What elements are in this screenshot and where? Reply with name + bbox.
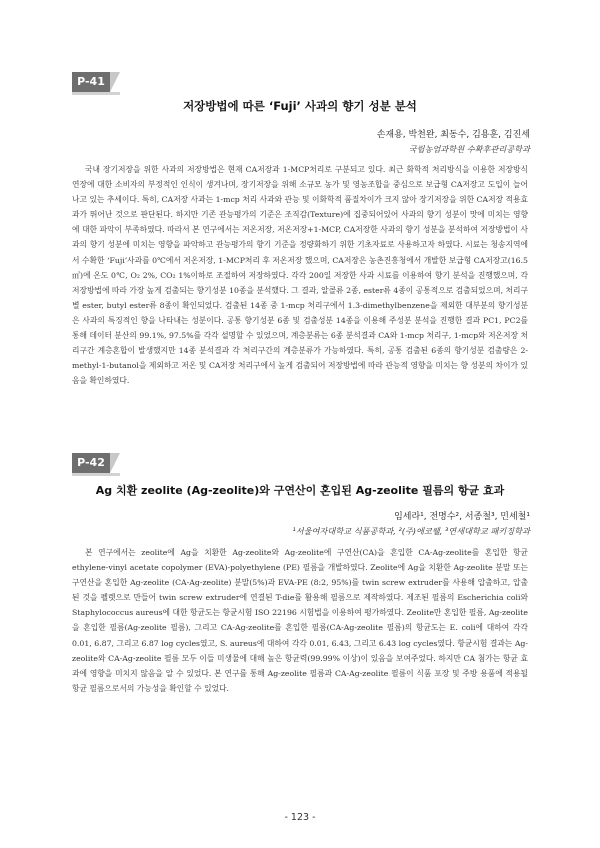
- badge-tail-decoration: [110, 72, 120, 92]
- badge-underline-decoration: [72, 473, 120, 476]
- abstract-affiliation: 국립농업과학원 수확후관리공학과: [408, 144, 530, 154]
- badge-underline-decoration: [72, 92, 120, 95]
- abstract-body: 국내 장기저장을 위한 사과의 저장방법은 현재 CA저장과 1-MCP처리로 구분되고 있다. 최근 화학적 처리방식을 이용한 저장방식 연장에 대한 소비자의 부정적인 인식이 생겨나며, 장기저장을 위해 소규모 농가 및 영농조합을 중심으로 보급형 CA저장고 도입이 늘어나고 있는 추세이다. 특히, CA저장 사과는 1-mcp 처리 사과와 관능 및 이화학적 품질차이가 크지 않아 장기저장을 위한 CA저장 적용효과가 뛰어난 것으로 판단된다. 하지만 기존 관능평가의 기준은 조직감(Texture)에 집중되어있어 사과의 향기 성분이 맛에 미치는 영향에 대한 파악이 부족하였다. 따라서 본 연구에서는 저온저장, 저온저장+1-MCP, CA저장한 사과의 향기 성분을 분석하여 저장방법이 사과의 향기 성분에 미치는 영향을 파악하고 관능평가의 향기 기준을 정량화하기 위한 기초자료로 사용하고자 하였다. 시료는 청송지역에서 수확한 ‘Fuji’사과를 0℃에서 저온저장, 1-MCP처리 후 저온저장 했으며, CA저장은 농촌진흥청에서 개발한 보급형 CA저장고(16.5㎥)에 온도 0℃, O₂ 2%, CO₂ 1%이하로 조절하여 저장하였다. 각각 200일 저장한 사과 시료를 이용하여 향기 분석을 진행했으며, 각 저장방법에 따라 가장 높게 검출되는 향기성분 10종을 분석했다. 그 결과, 알콜류 2종, ester류 4종이 공통적으로 검출되었으며, 처리구별 ester, butyl ester류 8종이 확인되었다. 검출된 14종 중 1-mcp 처리구에서 1.3-dimethylbenzene을 제외한 대부분의 향기성분은 사과의 특징적인 향을 나타내는 성분이다. 공통 향기성분 6종 및 검출성분 14종을 이용해 주성분 분석을 진행한 결과 PC1, PC2를 통해 데이터 분산의 99.1%, 97.5%를 각각 설명할 수 있었으며, 계층분류는 6종 분석결과 CA와 1-mcp 처리구, 1-mcp와 저온저장 처리구간 계층혼합이 발생했지만 14종 분석결과 각 처리구간의 계층분류가 가능하였다. 특히, 공통 검출된 6종의 향기성분 검출량은 2-methyl-1-butanol을 제외하고 저온 및 CA저장 처리구에서 높게 검출되어 저장방법에 따라 관능적 영향을 미치는 향 성분의 차이가 있음을 확인하였다.: [72, 165, 528, 386]
- abstract-id: P-41: [72, 72, 110, 92]
- page-number: - 123 -: [284, 812, 316, 823]
- abstract-authors: 임세라¹, 전명수², 서종철³, 민세철¹: [394, 512, 530, 522]
- abstract-authors: 손재용, 박천완, 최동수, 김용훈, 김진세: [376, 130, 530, 140]
- badge-tail-decoration: [110, 453, 120, 473]
- abstract-body: 본 연구에서는 zeolite에 Ag을 치환한 Ag-zeolite와 Ag-zeolite에 구연산(CA)을 혼입한 CA-Ag-zeolite를 혼입한 항균 ethylene-vinyl acetate copolymer (EVA)-polyethylene (PE) 필름을 개발하였다. Zeolite에 Ag을 치환한 Ag-zeolite 분말 또는 구연산을 혼입한 Ag-zeolite (CA-Ag-zeolite) 분말(5%)과 EVA-PE (8:2, 95%)를 twin screw extruder를 사용해 압출하고, 압출된 것을 펠렛으로 만들어 twin screw extruder에 연결된 T-die를 활용해 필름으로 제작하였다. 제조된 필름의 Escherichia coli와 Staphylococcus aureus에 대한 항균도는 항균시험 ISO 22196 시험법을 이용하여 평가하였다. Zeolite만 혼입한 필름, Ag-zeolite을 혼입한 필름(Ag-zeolite 필름), 그리고 CA-Ag-zeolite를 혼입한 필름(CA-Ag-zeolite 필름)의 항균도는 E. coli에 대하여 각각 0.01, 6.87, 그리고 6.87 log cycles였고, S. aureus에 대하여 각각 0.01, 6.43, 그리고 6.43 log cycles였다. 항균시험 결과는 Ag-zeolite와 CA-Ag-zeolite 필름 모두 이들 미생물에 대해 높은 항균력(99.99% 이상)이 있음을 보여주었다. 하지만 CA 첨가는 항균 효과에 영향을 미치지 않음을 알 수 있었다. 본 연구를 통해 Ag-zeolite 필름과 CA-Ag-zeolite 필름이 식품 포장 및 주방 용품에 적용될 항균 필름으로서의 가능성을 확인할 수 있었다.: [72, 548, 528, 693]
- abstract-title: 저장방법에 따른 ‘Fuji’ 사과의 향기 성분 분석: [183, 99, 417, 113]
- abstract-id: P-42: [72, 453, 110, 473]
- abstract-title: Ag 치환 zeolite (Ag-zeolite)와 구연산이 혼입된 Ag-zeolite 필름의 항균 효과: [95, 484, 505, 497]
- abstract-affiliation: ¹서울여자대학교 식품공학과, ²(주)에코웰, ³연세대학교 패키징학과: [292, 526, 530, 536]
